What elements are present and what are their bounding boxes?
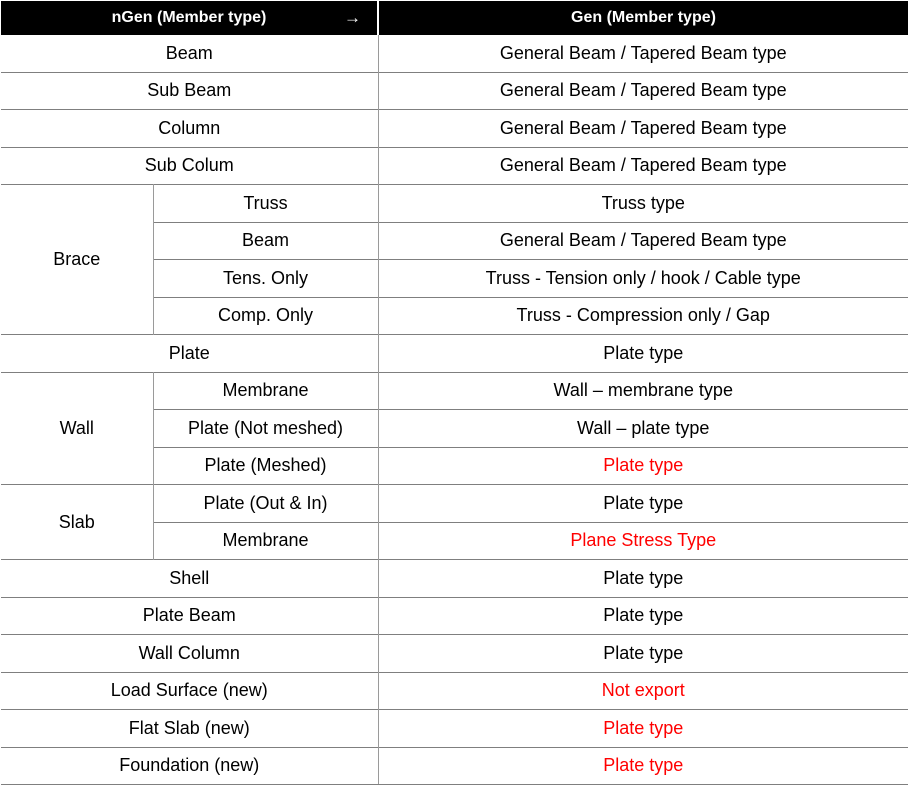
table-row [1,635,908,673]
ngen-cell: Plate Beam [1,597,378,635]
ngen-cell: Foundation (new) [1,747,378,785]
ngen-cell: Column [1,110,378,148]
gen-cell: Plate type [378,485,908,523]
sub-ngen-cell: Plate (Not meshed) [153,410,378,448]
table-row [1,372,908,410]
gen-cell: General Beam / Tapered Beam type [378,147,908,185]
ngen-cell: Sub Colum [1,147,378,185]
gen-cell-highlighted: Not export [378,672,908,710]
table-row [1,560,908,598]
gen-cell: Plate type [378,335,908,373]
table-row [1,597,908,635]
ngen-cell: Shell [1,560,378,598]
arrow-right-icon: → [344,8,361,27]
gen-cell: General Beam / Tapered Beam type [499,42,787,63]
table-row [1,185,908,223]
table-row [1,35,908,72]
table-row [1,747,908,785]
member-type-mapping-table [1,1,908,785]
sub-ngen-cell: Comp. Only [153,297,378,335]
gen-cell: Truss - Tension only / hook / Cable type [378,260,908,298]
table-row [1,147,908,185]
ngen-header-label: nGen (Member type) [111,9,267,26]
sub-ngen-cell: Membrane [153,372,378,410]
gen-cell: Wall – membrane type [378,372,908,410]
gen-cell-highlighted: Plate type [378,747,908,785]
group-cell-wall: Wall [1,372,153,485]
group-cell-slab: Slab [1,485,153,560]
table-header-row [1,1,908,35]
gen-cell-highlighted: Plane Stress Type [378,522,908,560]
sub-ngen-cell: Plate (Out & In) [153,485,378,523]
gen-cell: Plate type [378,560,908,598]
gen-cell: Truss type [378,185,908,223]
group-cell-brace: Brace [1,185,153,335]
ngen-cell: Wall Column [1,635,378,673]
gen-cell: General Beam / Tapered Beam type [378,72,908,110]
table-row [1,335,908,373]
gen-cell: Plate type [378,635,908,673]
sub-ngen-cell: Beam [153,222,378,260]
table-row [1,710,908,748]
gen-column-header [378,1,908,35]
table-row [1,672,908,710]
ngen-cell: Sub Beam [1,72,378,110]
ngen-cell: Plate [1,335,378,373]
sub-ngen-cell: Truss [153,185,378,223]
gen-header-label: Gen (Member type) [571,9,716,26]
sub-ngen-cell: Tens. Only [153,260,378,298]
gen-cell-highlighted: Plate type [378,447,908,485]
ngen-cell: Flat Slab (new) [1,710,378,748]
sub-ngen-cell: Plate (Meshed) [153,447,378,485]
ngen-cell: Load Surface (new) [1,672,378,710]
ngen-column-header [1,1,378,35]
gen-cell: Truss - Compression only / Gap [378,297,908,335]
gen-cell-highlighted: Plate type [378,710,908,748]
gen-cell: Wall – plate type [378,410,908,448]
sub-ngen-cell: Membrane [153,522,378,560]
gen-cell: Plate type [378,597,908,635]
gen-cell: General Beam / Tapered Beam type [378,110,908,148]
table-row [1,485,908,523]
gen-cell: General Beam / Tapered Beam type [378,222,908,260]
ngen-cell: Beam [1,35,378,72]
table-row [1,110,908,148]
table-row [1,72,908,110]
